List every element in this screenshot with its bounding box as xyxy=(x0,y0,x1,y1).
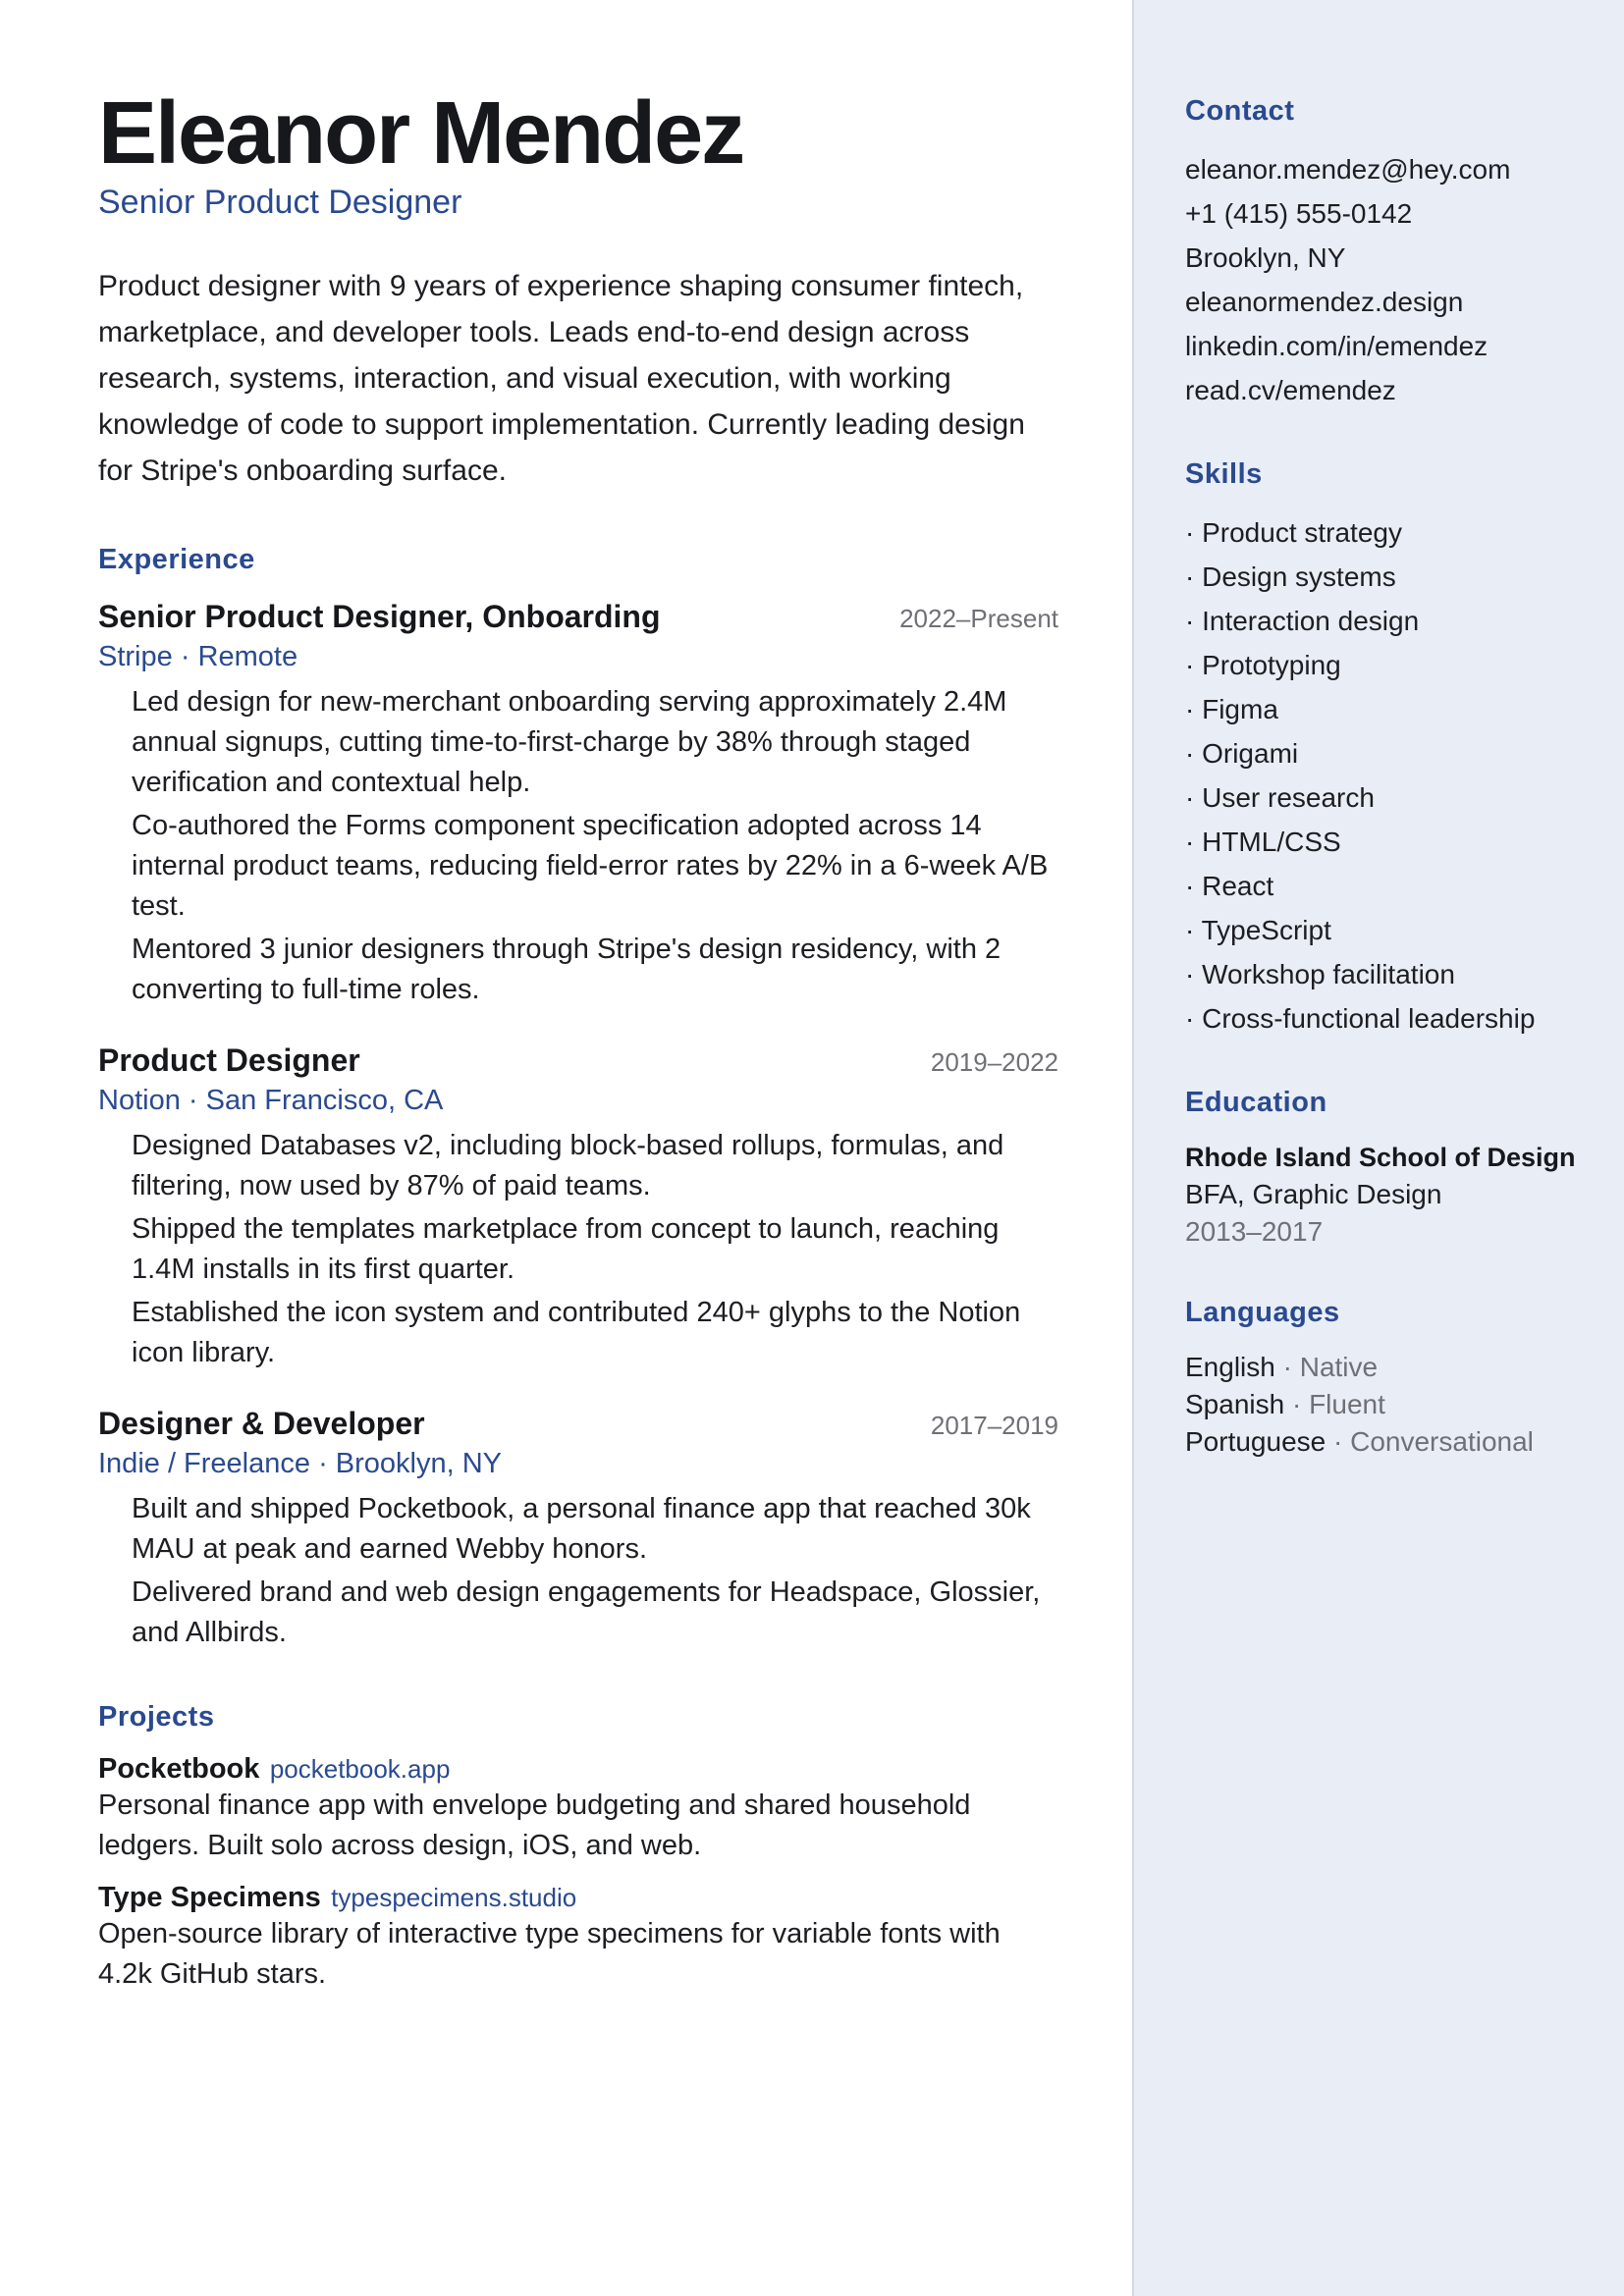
skill-item: · Origami xyxy=(1185,738,1299,769)
project-name: Pocketbook xyxy=(98,1753,260,1785)
language-item xyxy=(1185,1423,1585,1461)
job-bullets xyxy=(98,1126,1058,1373)
education-school: Rhode Island School of Design xyxy=(1185,1143,1576,1172)
skill-item: · Cross-functional leadership xyxy=(1185,1003,1536,1034)
language-name: Spanish xyxy=(1185,1389,1285,1419)
skill-item: · Figma xyxy=(1185,694,1278,724)
candidate-name: Eleanor Mendez xyxy=(98,84,744,183)
language-separator: · xyxy=(1284,1389,1310,1419)
education-section xyxy=(1185,1084,1585,1251)
skills-list xyxy=(1185,510,1585,1041)
skill-item: · Interaction design xyxy=(1185,606,1420,636)
skill-item: · Prototyping xyxy=(1185,650,1341,680)
skill-item: · Design systems xyxy=(1185,561,1396,592)
contact-section xyxy=(1185,92,1585,412)
contact-location: Brooklyn, NY xyxy=(1185,242,1346,273)
job-title: Senior Product Designer, Onboarding xyxy=(98,599,661,634)
language-level: Fluent xyxy=(1309,1389,1385,1419)
job-entry xyxy=(98,596,1058,1010)
project-name: Type Specimens xyxy=(98,1882,321,1913)
project-entry xyxy=(98,1882,1058,1995)
job-bullet: Delivered brand and web design engagements for Headspace, Glossier, and Allbirds. xyxy=(132,1576,1041,1648)
job-bullet: Built and shipped Pocketbook, a personal finance app that reached 30k MAU at peak and earned Webby honors. xyxy=(132,1493,1031,1565)
skill-item: · Product strategy xyxy=(1185,517,1402,548)
experience-heading: Experience xyxy=(98,544,255,575)
language-item xyxy=(1185,1386,1585,1423)
job-entry xyxy=(98,1040,1058,1373)
contact-heading: Contact xyxy=(1185,95,1295,127)
languages-section xyxy=(1185,1294,1585,1461)
job-bullet: Mentored 3 junior designers through Stripe's design residency, with 2 converting to full-time roles. xyxy=(132,934,1001,1005)
project-description: Open-source library of interactive type specimens for variable fonts with 4.2k GitHub stars. xyxy=(98,1918,1001,1990)
project-entry xyxy=(98,1753,1058,1866)
language-item xyxy=(1185,1349,1585,1386)
job-bullet: Co-authored the Forms component specification adopted across 14 internal product teams, reducing field-error rates by 22% in a 6-week A/B test. xyxy=(132,810,1049,922)
job-organization: Stripe · Remote xyxy=(98,641,298,672)
language-level: Conversational xyxy=(1350,1426,1534,1457)
project-description: Personal finance app with envelope budgeting and shared household ledgers. Built solo across design, iOS, and web. xyxy=(98,1789,971,1861)
skills-section xyxy=(1185,455,1585,1041)
job-bullets xyxy=(98,682,1058,1010)
education-heading: Education xyxy=(1185,1087,1327,1118)
skill-item: · User research xyxy=(1185,782,1375,813)
skill-item: · Workshop facilitation xyxy=(1185,959,1455,989)
education-years: 2013–2017 xyxy=(1185,1216,1324,1247)
job-dates: 2022–Present xyxy=(899,604,1058,633)
language-separator: · xyxy=(1326,1426,1351,1457)
skill-item: · HTML/CSS xyxy=(1185,827,1341,857)
sidebar xyxy=(1132,0,1624,2296)
job-bullet: Led design for new-merchant onboarding serving approximately 2.4M annual signups, cutting time-to-first-charge by 38% through staged verification and contextual help. xyxy=(132,686,1007,798)
project-link[interactable]: pocketbook.app xyxy=(269,1754,451,1784)
contact-website[interactable]: eleanormendez.design xyxy=(1185,287,1464,317)
contact-phone[interactable]: +1 (415) 555-0142 xyxy=(1185,198,1413,229)
job-organization: Indie / Freelance · Brooklyn, NY xyxy=(98,1448,503,1479)
contact-linkedin[interactable]: linkedin.com/in/emendez xyxy=(1185,331,1489,361)
languages-list xyxy=(1185,1349,1585,1461)
contact-readcv[interactable]: read.cv/emendez xyxy=(1185,375,1396,405)
contact-list xyxy=(1185,147,1585,412)
job-dates: 2017–2019 xyxy=(930,1411,1058,1440)
job-bullet: Designed Databases v2, including block-based rollups, formulas, and filtering, now used by 87% of paid teams. xyxy=(132,1130,1004,1201)
project-link[interactable]: typespecimens.studio xyxy=(331,1883,577,1912)
projects-heading: Projects xyxy=(98,1701,215,1733)
language-separator: · xyxy=(1274,1352,1300,1382)
job-organization: Notion · San Francisco, CA xyxy=(98,1085,444,1116)
job-bullet: Established the icon system and contributed 240+ glyphs to the Notion icon library. xyxy=(132,1297,1021,1368)
job-bullet: Shipped the templates marketplace from concept to launch, reaching 1.4M installs in its first quarter. xyxy=(132,1213,1000,1285)
job-title: Product Designer xyxy=(98,1042,360,1078)
job-title: Designer & Developer xyxy=(98,1406,425,1441)
contact-email[interactable]: eleanor.mendez@hey.com xyxy=(1185,154,1511,185)
language-level: Native xyxy=(1299,1352,1379,1382)
job-bullets xyxy=(98,1489,1058,1653)
job-entry xyxy=(98,1403,1058,1653)
skill-item: · React xyxy=(1185,871,1274,901)
education-degree: BFA, Graphic Design xyxy=(1185,1179,1442,1209)
language-name: Portuguese xyxy=(1185,1426,1326,1457)
job-dates: 2019–2022 xyxy=(930,1047,1058,1077)
languages-heading: Languages xyxy=(1185,1297,1340,1328)
skills-heading: Skills xyxy=(1185,458,1263,490)
candidate-title: Senior Product Designer xyxy=(98,184,462,221)
language-name: English xyxy=(1185,1352,1275,1382)
skill-item: · TypeScript xyxy=(1185,915,1331,945)
summary: Product designer with 9 years of experience shaping consumer fintech, marketplace, and developer tools. Leads end-to-end design across research, systems, interaction, and visual execution, with working knowledge of code to support implementation. Currently leading design for Stripe's onboarding surface. xyxy=(98,270,1025,487)
